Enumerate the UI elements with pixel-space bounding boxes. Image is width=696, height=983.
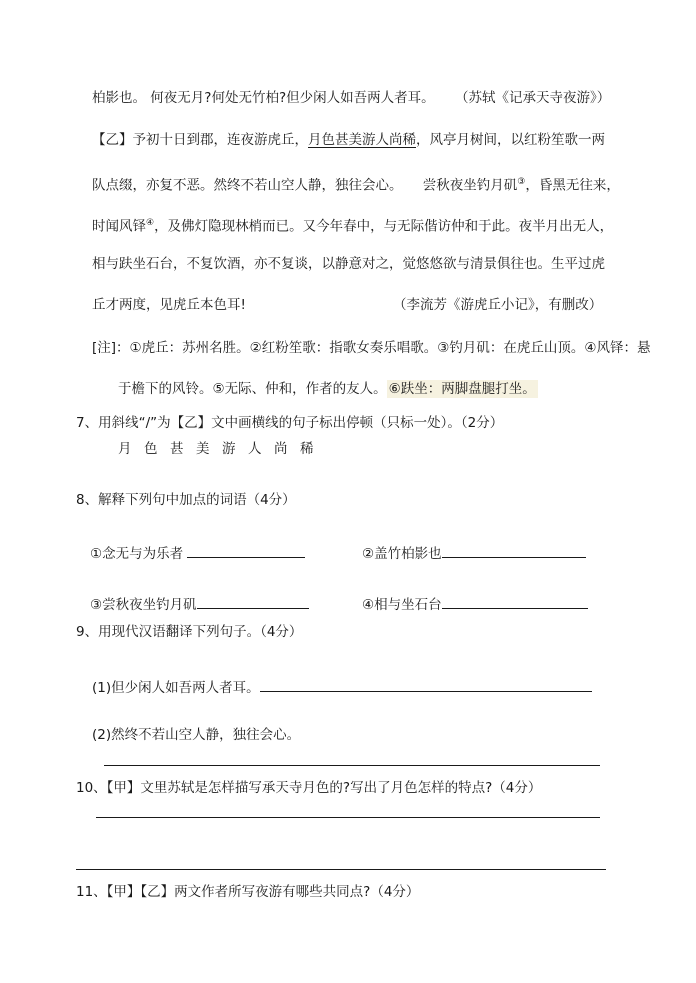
passage-yi-line-1 [92, 131, 605, 149]
q8-item-3 [90, 594, 309, 614]
q7-char: 色 [144, 441, 158, 457]
passage-jia-line-1 [92, 89, 435, 107]
q10-answer-line-2[interactable] [76, 869, 606, 870]
passage-jia-source: （苏轼《记承天寺夜游》） [455, 90, 611, 106]
q8-prompt: 8、解释下列句中加点的词语（4分） [76, 492, 296, 508]
footnote-marker-3: ③ [517, 177, 526, 187]
q7-char: 美 [196, 441, 210, 457]
passage-yi-label: 【乙】 [92, 132, 133, 148]
q7-char: 尚 [274, 441, 288, 457]
q9-answer-line-2[interactable] [104, 765, 600, 766]
q8-answer-blank-3[interactable] [197, 594, 309, 609]
q8-answer-blank-2[interactable] [442, 543, 586, 558]
passage-yi-line-5: 丘才两度，见虎丘本色耳! [92, 297, 246, 313]
q10-answer-line-1[interactable] [96, 817, 600, 818]
q10-prompt: 10、【甲】文里苏轼是怎样描写承天寺月色的?写出了月色怎样的特点?（4分） [76, 780, 542, 796]
passage-jia-text: 柏影也。 何夜无月?何处无竹柏?但少闲人如吾两人者耳。 [92, 90, 435, 106]
q8-item-2 [362, 543, 586, 563]
q8-answer-blank-1[interactable] [187, 543, 305, 558]
notes-line-2 [118, 380, 538, 398]
q7-char: 甚 [170, 441, 184, 457]
q7-char: 游 [222, 441, 236, 457]
underlined-sentence: 月色甚美游人尚稀 [308, 132, 416, 148]
q7-char: 稀 [300, 441, 314, 457]
q8-item1-label: ①念无与为乐者 [90, 546, 184, 562]
passage-yi-line1-pre: 予初十日到郡，连夜游虎丘， [132, 132, 308, 148]
q7-char: 人 [248, 441, 262, 457]
footnote-marker-4: ④ [146, 218, 155, 228]
passage-yi-line1-post: ，风亭月树间，以红粉笙歌一两 [416, 132, 605, 148]
q7-prompt: 7、用斜线“/”为【乙】文中画横线的句子标出停顿（只标一处）。（2分） [76, 415, 504, 431]
q8-item2-label: ②盖竹柏影也 [362, 546, 442, 562]
q8-answer-blank-4[interactable] [442, 594, 588, 609]
q8-item3-label: ③尝秋夜坐钓月矶 [90, 597, 197, 613]
passage-yi-line2-post: ，昏黑无往来， [525, 177, 620, 194]
q9-item-2: (2)然终不若山空人静，独往会心。 [92, 727, 301, 743]
q9-item-1 [92, 677, 592, 697]
q8-item-4 [362, 594, 588, 614]
notes-highlight: ⑥趺坐：两脚盘腿打坐。 [388, 381, 536, 397]
passage-yi-line3-post: ，及佛灯隐现林梢而已。又今年春中，与无际偕访仲和于此。夜半月出无人， [154, 218, 614, 235]
passage-yi-line-4: 相与趺坐石台，不复饮酒，亦不复谈，以静意对之，觉悠悠欲与清景俱往也。生平过虎 [92, 256, 605, 272]
q9-answer-blank-1[interactable] [260, 677, 592, 692]
q9-item1-label: (1)但少闲人如吾两人者耳。 [92, 680, 260, 696]
notes-line-1: [注]：①虎丘：苏州名胜。②红粉笙歌：指歌女奏乐唱歌。③钓月矶：在虎丘山顶。④风铎：悬 [92, 340, 651, 356]
q8-item-1 [90, 543, 305, 563]
passage-yi-line3-pre: 时闻风铎 [92, 218, 146, 235]
notes-line2-text: 于檐下的风铃。⑤无际、仲和，作者的友人。 [118, 381, 387, 397]
q7-char: 月 [118, 441, 132, 457]
passage-yi-source: （李流芳《游虎丘小记》，有删改） [393, 297, 603, 313]
q7-char-row [118, 440, 326, 458]
q8-item4-label: ④相与坐石台 [362, 597, 442, 613]
q11-prompt: 11、【甲】【乙】两文作者所写夜游有哪些共同点?（4分） [76, 884, 420, 900]
q9-prompt: 9、用现代汉语翻译下列句子。（4分） [76, 624, 303, 640]
passage-yi-line2-text: 队点缀，亦复不恶。然终不若山空人静，独往会心。 尝秋夜坐钓月矶 [92, 177, 518, 194]
passage-yi-line-2 [92, 173, 620, 195]
passage-yi-line-3 [92, 214, 613, 236]
